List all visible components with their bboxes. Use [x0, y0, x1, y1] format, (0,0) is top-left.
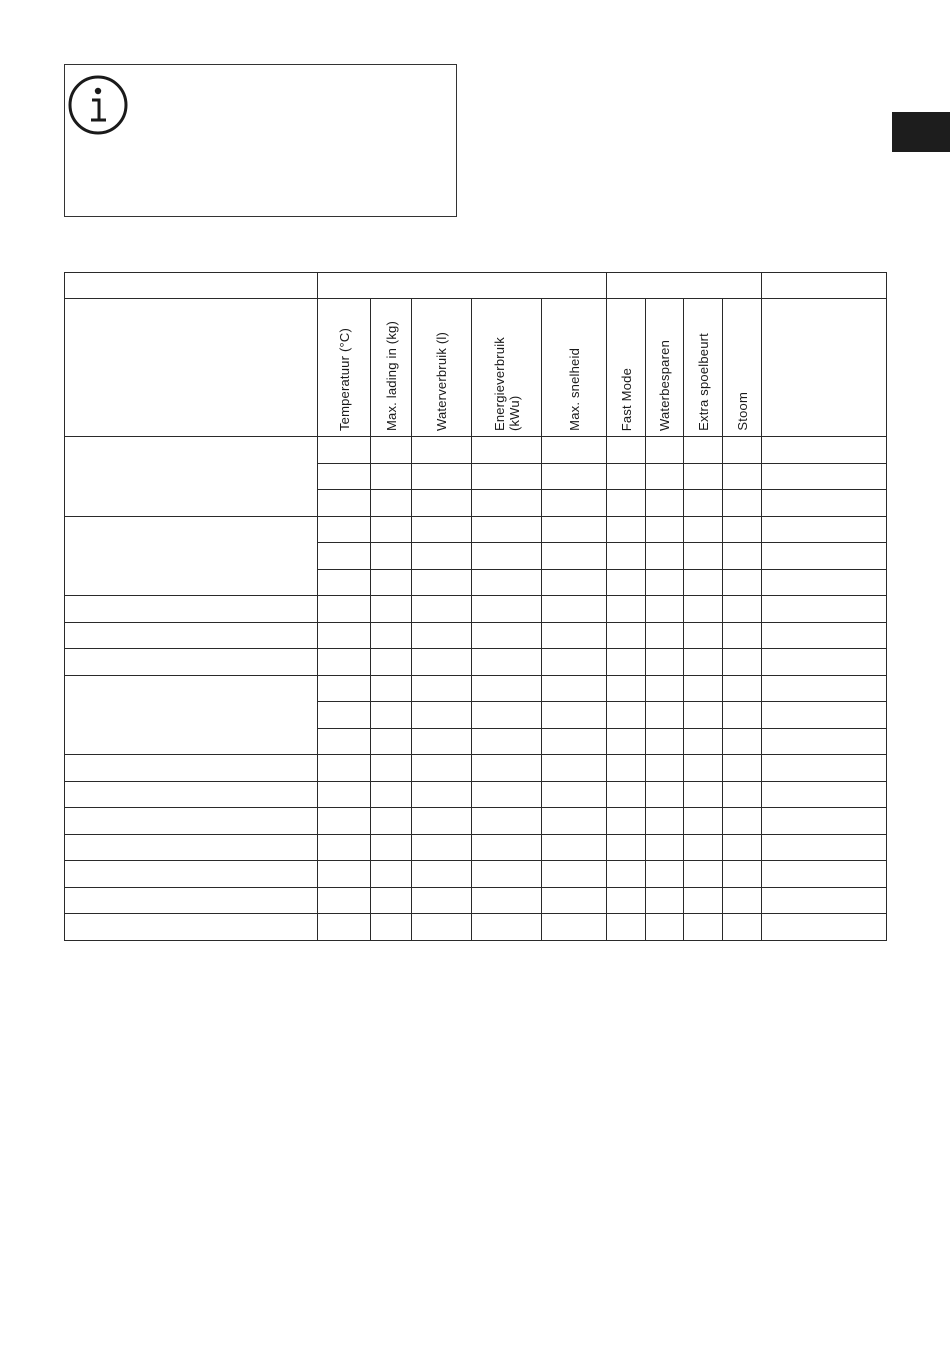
table-cell	[607, 543, 646, 570]
table-cell	[607, 490, 646, 517]
table-cell	[318, 596, 371, 623]
program-name-cell	[65, 622, 318, 649]
table-cell	[412, 596, 472, 623]
table-cell	[723, 861, 762, 888]
program-name-cell	[65, 808, 318, 835]
table-cell	[646, 808, 684, 835]
table-cell	[646, 675, 684, 702]
table-cell	[371, 914, 412, 941]
table-cell	[646, 463, 684, 490]
table-cell	[472, 490, 542, 517]
table-cell	[723, 463, 762, 490]
program-name-cell	[65, 834, 318, 861]
program-name-cell	[65, 755, 318, 782]
table-cell	[318, 569, 371, 596]
table-cell	[723, 649, 762, 676]
table-cell	[646, 861, 684, 888]
table-cell	[684, 622, 723, 649]
table-cell	[412, 463, 472, 490]
table-cell	[318, 516, 371, 543]
table-cell	[607, 808, 646, 835]
table-cell	[646, 490, 684, 517]
table-cell	[412, 834, 472, 861]
table-cell	[472, 569, 542, 596]
table-cell	[412, 781, 472, 808]
table-cell	[542, 728, 607, 755]
table-cell	[371, 808, 412, 835]
header-fast-mode: Fast Mode	[607, 299, 646, 437]
table-cell	[412, 861, 472, 888]
program-name-cell	[65, 675, 318, 755]
table-cell	[607, 755, 646, 782]
table-cell	[646, 649, 684, 676]
options-group-header	[607, 273, 762, 299]
table-row	[65, 516, 887, 543]
table-cell	[762, 861, 887, 888]
extra-group-header	[762, 273, 887, 299]
table-cell	[684, 437, 723, 464]
table-cell	[646, 516, 684, 543]
table-cell	[723, 622, 762, 649]
program-name-cell	[65, 437, 318, 517]
table-cell	[684, 675, 723, 702]
program-header-cell	[65, 273, 318, 299]
table-cell	[723, 543, 762, 570]
program-name-cell	[65, 861, 318, 888]
table-cell	[472, 861, 542, 888]
header-water-saving: Waterbesparen	[646, 299, 684, 437]
header-temperature: Temperatuur (°C)	[318, 299, 371, 437]
table-cell	[607, 834, 646, 861]
table-cell	[318, 622, 371, 649]
table-cell	[607, 649, 646, 676]
table-cell	[318, 463, 371, 490]
table-cell	[318, 675, 371, 702]
info-icon	[67, 74, 129, 136]
table-cell	[472, 755, 542, 782]
table-cell	[318, 914, 371, 941]
table-row	[65, 887, 887, 914]
table-cell	[472, 649, 542, 676]
table-cell	[542, 834, 607, 861]
table-group-header-row	[65, 273, 887, 299]
table-body	[65, 437, 887, 941]
table-cell	[542, 887, 607, 914]
table-cell	[762, 649, 887, 676]
table-cell	[646, 437, 684, 464]
table-cell	[318, 755, 371, 782]
table-cell	[762, 437, 887, 464]
table-column-header-row	[65, 299, 887, 437]
table-cell	[684, 834, 723, 861]
table-row	[65, 781, 887, 808]
table-cell	[542, 596, 607, 623]
table-cell	[318, 649, 371, 676]
table-cell	[723, 596, 762, 623]
table-cell	[542, 675, 607, 702]
table-cell	[723, 516, 762, 543]
table-cell	[684, 887, 723, 914]
table-cell	[412, 728, 472, 755]
table-cell	[762, 622, 887, 649]
table-cell	[762, 728, 887, 755]
table-cell	[646, 887, 684, 914]
table-cell	[607, 702, 646, 729]
table-cell	[762, 490, 887, 517]
table-cell	[542, 543, 607, 570]
table-row	[65, 675, 887, 702]
table-cell	[646, 914, 684, 941]
header-water-usage: Waterverbruik (l)	[412, 299, 472, 437]
table-cell	[723, 834, 762, 861]
table-cell	[371, 675, 412, 702]
table-cell	[607, 861, 646, 888]
table-cell	[762, 675, 887, 702]
program-name-cell	[65, 596, 318, 623]
table-cell	[607, 675, 646, 702]
table-cell	[684, 649, 723, 676]
table-cell	[723, 675, 762, 702]
table-cell	[646, 781, 684, 808]
table-cell	[762, 516, 887, 543]
table-row	[65, 834, 887, 861]
table-cell	[542, 622, 607, 649]
table-cell	[472, 622, 542, 649]
table-cell	[412, 649, 472, 676]
table-cell	[684, 569, 723, 596]
table-cell	[684, 914, 723, 941]
program-name-cell	[65, 516, 318, 596]
table-cell	[646, 622, 684, 649]
table-cell	[684, 463, 723, 490]
header-max-speed: Max. snelheid	[542, 299, 607, 437]
table-cell	[762, 463, 887, 490]
remarks-header	[762, 299, 887, 437]
table-cell	[542, 649, 607, 676]
table-cell	[371, 463, 412, 490]
table-cell	[472, 543, 542, 570]
table-cell	[607, 437, 646, 464]
table-cell	[371, 781, 412, 808]
table-cell	[318, 861, 371, 888]
table-cell	[684, 861, 723, 888]
table-cell	[684, 490, 723, 517]
table-cell	[371, 755, 412, 782]
table-cell	[412, 808, 472, 835]
table-cell	[723, 569, 762, 596]
table-cell	[472, 437, 542, 464]
table-cell	[646, 596, 684, 623]
table-cell	[371, 834, 412, 861]
table-cell	[472, 834, 542, 861]
table-row	[65, 755, 887, 782]
table-cell	[472, 702, 542, 729]
header-max-load: Max. lading in (kg)	[371, 299, 412, 437]
table-cell	[684, 808, 723, 835]
table-cell	[542, 569, 607, 596]
table-cell	[723, 490, 762, 517]
table-cell	[723, 755, 762, 782]
table-row	[65, 622, 887, 649]
table-cell	[723, 437, 762, 464]
table-cell	[371, 516, 412, 543]
table-cell	[684, 516, 723, 543]
table-cell	[684, 728, 723, 755]
table-cell	[646, 569, 684, 596]
program-name-cell	[65, 914, 318, 941]
table-cell	[542, 463, 607, 490]
table-cell	[542, 490, 607, 517]
table-cell	[607, 569, 646, 596]
table-cell	[723, 808, 762, 835]
table-cell	[472, 887, 542, 914]
table-cell	[723, 781, 762, 808]
table-cell	[542, 516, 607, 543]
table-cell	[762, 569, 887, 596]
language-side-tab	[892, 112, 950, 152]
table-cell	[646, 834, 684, 861]
table-cell	[318, 728, 371, 755]
table-cell	[762, 834, 887, 861]
table-cell	[542, 702, 607, 729]
header-steam: Stoom	[723, 299, 762, 437]
table-row	[65, 596, 887, 623]
table-cell	[646, 728, 684, 755]
table-row	[65, 437, 887, 464]
table-cell	[646, 702, 684, 729]
table-cell	[371, 622, 412, 649]
table-cell	[646, 755, 684, 782]
table-cell	[318, 543, 371, 570]
header-extra-rinse: Extra spoelbeurt	[684, 299, 723, 437]
table-cell	[412, 755, 472, 782]
table-cell	[607, 914, 646, 941]
table-cell	[412, 622, 472, 649]
table-cell	[412, 702, 472, 729]
table-cell	[412, 887, 472, 914]
table-cell	[607, 516, 646, 543]
values-group-header	[318, 273, 607, 299]
table-cell	[472, 781, 542, 808]
table-cell	[472, 728, 542, 755]
table-cell	[607, 596, 646, 623]
header-energy-usage: Energieverbruik (kWu)	[472, 299, 542, 437]
table-cell	[371, 728, 412, 755]
table-cell	[371, 702, 412, 729]
table-cell	[318, 808, 371, 835]
table-cell	[318, 702, 371, 729]
table-cell	[723, 702, 762, 729]
table-cell	[762, 596, 887, 623]
table-cell	[371, 490, 412, 517]
table-cell	[412, 490, 472, 517]
table-cell	[542, 861, 607, 888]
table-row	[65, 808, 887, 835]
table-cell	[542, 437, 607, 464]
table-row	[65, 861, 887, 888]
table-cell	[412, 914, 472, 941]
table-row	[65, 914, 887, 941]
table-cell	[318, 490, 371, 517]
table-cell	[472, 463, 542, 490]
table-cell	[762, 808, 887, 835]
program-name-header	[65, 299, 318, 437]
program-name-cell	[65, 649, 318, 676]
table-cell	[762, 543, 887, 570]
table-cell	[607, 622, 646, 649]
info-note-box	[64, 64, 457, 217]
table-cell	[371, 437, 412, 464]
table-cell	[371, 596, 412, 623]
table-cell	[412, 437, 472, 464]
table-cell	[412, 516, 472, 543]
table-cell	[684, 543, 723, 570]
table-cell	[762, 702, 887, 729]
table-cell	[684, 702, 723, 729]
table-cell	[371, 543, 412, 570]
table-cell	[607, 728, 646, 755]
table-cell	[472, 516, 542, 543]
table-cell	[472, 596, 542, 623]
program-table	[64, 272, 887, 941]
table-cell	[723, 887, 762, 914]
table-cell	[762, 887, 887, 914]
table-cell	[607, 781, 646, 808]
table-cell	[684, 596, 723, 623]
table-cell	[646, 543, 684, 570]
table-cell	[607, 887, 646, 914]
table-cell	[723, 914, 762, 941]
table-cell	[607, 463, 646, 490]
table-cell	[472, 914, 542, 941]
program-name-cell	[65, 781, 318, 808]
program-name-cell	[65, 887, 318, 914]
table-cell	[542, 755, 607, 782]
table-cell	[762, 755, 887, 782]
table-cell	[371, 569, 412, 596]
table-cell	[542, 808, 607, 835]
table-cell	[684, 755, 723, 782]
table-cell	[412, 543, 472, 570]
table-cell	[542, 914, 607, 941]
table-cell	[371, 887, 412, 914]
table-cell	[371, 861, 412, 888]
table-cell	[472, 808, 542, 835]
table-cell	[318, 887, 371, 914]
table-cell	[542, 781, 607, 808]
table-cell	[472, 675, 542, 702]
table-cell	[412, 569, 472, 596]
table-cell	[412, 675, 472, 702]
table-cell	[723, 728, 762, 755]
table-cell	[318, 781, 371, 808]
table-cell	[684, 781, 723, 808]
table-cell	[318, 834, 371, 861]
table-cell	[318, 437, 371, 464]
table-cell	[371, 649, 412, 676]
table-row	[65, 649, 887, 676]
table-cell	[762, 914, 887, 941]
table-cell	[762, 781, 887, 808]
